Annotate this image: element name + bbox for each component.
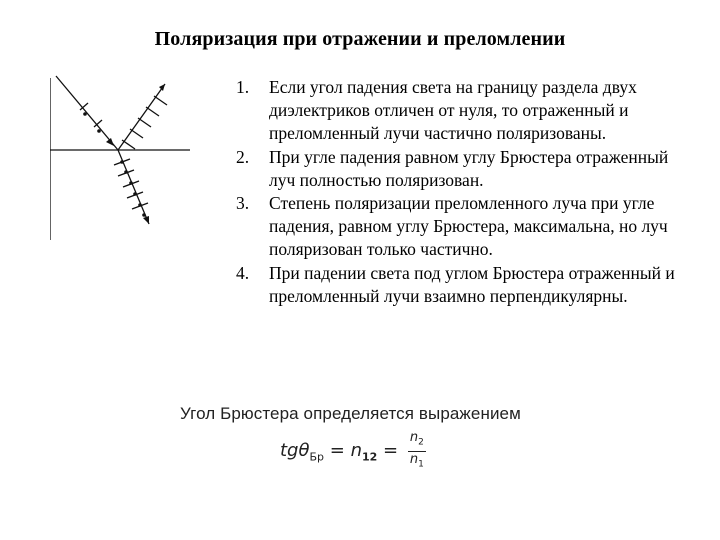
numerator-subscript: 2 — [418, 437, 424, 448]
incident-ray-ticks — [80, 103, 102, 127]
item-text: При угле падения равном углу Брюстера отраженный луч полностью поляризован. — [269, 146, 669, 190]
slide-title: Поляризация при отражении и преломлении — [154, 28, 566, 50]
incident-arrowhead — [106, 138, 114, 146]
list-item — [236, 76, 676, 146]
polarization-diagram — [50, 70, 200, 240]
reflected-ray-ticks — [122, 96, 167, 149]
points-list — [236, 76, 676, 308]
item-number: 4. — [236, 262, 250, 283]
item-number: 1. — [236, 77, 250, 97]
denominator-symbol: n — [409, 451, 419, 467]
formula-lhs-subscript: Бр — [309, 450, 325, 464]
formula-mid: n — [350, 440, 362, 462]
formula-mid-subscript: 12 — [361, 450, 378, 464]
item-number: 3. — [236, 193, 250, 214]
list-item — [236, 262, 676, 308]
refracted-arrowhead — [143, 216, 149, 224]
formula-fraction — [408, 430, 426, 472]
formula-lhs: tgθ — [280, 440, 310, 462]
formula-caption: Угол Брюстера определяется выражением — [180, 404, 521, 423]
brewster-formula — [280, 430, 426, 472]
item-text: Если угол падения света на границу раздела двух диэлектриков отличен от нуля, то отраженный и преломленный лучи частично поляризованы. — [269, 77, 637, 144]
list-item — [236, 192, 676, 262]
formula-equals-1: = — [324, 440, 351, 462]
numerator-symbol: n — [409, 430, 419, 445]
incident-ray — [56, 76, 118, 150]
fraction-denominator — [408, 451, 426, 473]
item-text: При падении света под углом Брюстера отраженный и преломленный лучи взаимно перпендикулярны. — [269, 262, 675, 306]
fraction-numerator — [408, 430, 426, 451]
denominator-subscript: 1 — [418, 459, 424, 470]
reflected-ray — [118, 84, 165, 150]
item-text: Степень поляризации преломленного луча при угле падения, равном углу Брюстера, максимальна, но луч поляризован только частично. — [269, 193, 668, 260]
reflected-arrowhead — [159, 84, 165, 91]
formula-equals-2: = — [377, 440, 404, 462]
list-item — [236, 146, 676, 192]
item-number: 2. — [236, 146, 250, 167]
